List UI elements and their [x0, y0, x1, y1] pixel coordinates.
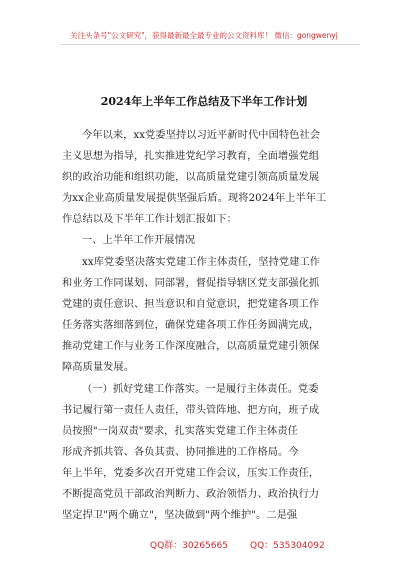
paragraph-line: 作总结以及下半年工作计划汇报如下： [62, 214, 237, 225]
promo-banner: 关注头条号"公文研究"，获得最新最全最专业的公文资料库！ 微信：gongwenyj [70, 31, 338, 40]
header-divider [60, 44, 360, 45]
paragraph-line: 今年以来，xx党委坚持以习近平新时代中国特色社会 [82, 130, 321, 141]
paragraph-line: 为xx企业高质量发展提供坚强后盾。现将2024年上半年工 [62, 193, 327, 204]
paragraph-line: 主义思想为指导，扎实推进党纪学习教育，全面增强党组 [62, 151, 320, 162]
document-title: 2024年上半年工作总结及下半年工作计划 [100, 95, 308, 108]
paragraph-line: 书记履行第一责任人责任，带头管阵地、把方向，班子成 [62, 405, 320, 416]
qq-group-label: QQ群：30265665 [150, 541, 228, 551]
paragraph-line: 推动党建工作与业务工作深度融合，以高质量党建引领保 [62, 341, 320, 352]
paragraph-line: xx库党委坚决落实党建工作主体责任，坚持党建工作 [82, 257, 321, 268]
paragraph-line: 员按照"一岗双责"要求，扎实落实党建工作主体责任 [62, 426, 298, 437]
paragraph-line: 形成齐抓共管、各负其责、协同推进的工作格局。今 [62, 447, 299, 458]
paragraph-line: （一）抓好党建工作落实。一是履行主体责任。党委 [82, 384, 319, 395]
contact-footer [150, 538, 347, 551]
paragraph-line: 织的政治功能和组织功能，以高质量党建引领高质量发展 [62, 172, 320, 183]
paragraph-line: 障高质量发展。 [62, 362, 135, 373]
paragraph-line: 和业务工作同谋划、同部署，督促指导辖区党支部强化抓 [62, 278, 320, 289]
paragraph-line: 任务落实落细落到位，确保党建各项工作任务圆满完成， [62, 320, 320, 331]
qq-contact-label: QQ：535304092 [249, 541, 325, 551]
paragraph-line: 党建的责任意识、担当意识和自觉意识，把党建各项工作 [62, 299, 320, 310]
section-heading: 一、上半年工作开展情况 [82, 235, 196, 246]
paragraph-line: 坚定捍卫"两个确立"，坚决做到"两个维护"。二是强 [62, 510, 298, 521]
paragraph-line: 年上半年，党委多次召开党建工作会议，压实工作责任， [62, 468, 320, 479]
paragraph-line: 不断提高党员干部政治判断力、政治领悟力、政治执行力 [62, 489, 320, 500]
